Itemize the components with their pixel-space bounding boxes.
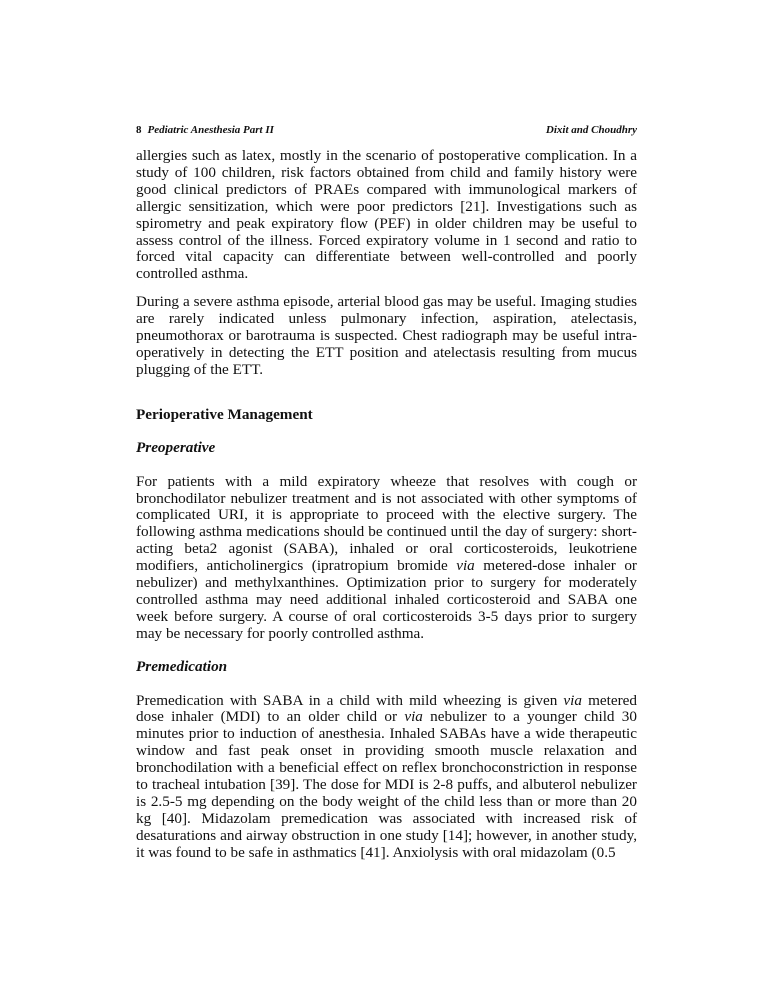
paragraph-severe-asthma: During a severe asthma episode, arterial blood gas may be useful. Imaging studies are rarely indicated unless pulmonary infection, aspiration, atelectasis, pneumothorax or barotrauma is suspected. Chest radiograph may be useful intra-operatively in detecting the ETT position and atelectasis resulting from mucus plugging of the ETT. — [136, 293, 637, 378]
italic-via: via — [404, 708, 423, 726]
body-text — [136, 148, 637, 862]
authors: Dixit and Choudhry — [545, 124, 637, 136]
italic-via: via — [456, 557, 475, 575]
text-segment: metered-dose inhaler or nebulizer) and methylxanthines. Optimization prior to surgery for moderately controlled asthma may need additional inhaled corticosteroid and SABA one week before surgery. A course of oral corticosteroids 3-5 days prior to surgery may be necessary for poorly controlled asthma. — [136, 557, 637, 642]
text-segment: nebulizer to a younger child 30 minutes prior to induction of anesthesia. Inhaled SABAs have a wide therapeutic window and fast peak onset in providing smooth muscle relaxation and bronchodilation with a beneficial effect on reflex bronchoconstriction in response to tracheal intubation [39]. The dose for MDI is 2-8 puffs, and albuterol nebulizer is 2.5-5 mg depending on the body weight of the child less than or more than 20 kg [40]. Midazolam premedication was associated with increased risk of desaturations and airway obstruction in one study [14]; however, in another study, it was found to be safe in asthmatics [41]. Anxiolysis with oral midazolam (0.5 — [136, 708, 637, 861]
book-title: Pediatric Anesthesia Part II — [147, 124, 274, 136]
section-heading: Perioperative Management — [136, 405, 313, 423]
running-header — [136, 124, 637, 136]
header-left — [136, 124, 274, 136]
italic-via: via — [563, 691, 582, 709]
paragraph-premedication — [136, 693, 637, 862]
subheading-preoperative: Preoperative — [136, 438, 216, 456]
subheading-premedication: Premedication — [136, 657, 228, 675]
paragraph-preoperative — [136, 474, 637, 643]
paragraph-investigations: allergies such as latex, mostly in the scenario of postoperative complication. In a study of 100 children, risk factors obtained from child and family history were good clinical predictors of PRAEs compared with immunological markers of allergic sensitization, which were poor predictors [21]. Investigations such as spirometry and peak expiratory flow (PEF) in older children may be useful to assess control of the illness. Forced expiratory volume in 1 second and ratio to forced vital capacity can differentiate between well-controlled and poorly controlled asthma. — [136, 147, 637, 283]
page-number: 8 — [136, 124, 142, 136]
text-segment: Premedication with SABA in a child with mild wheezing is given — [136, 691, 564, 709]
text-segment: For patients with a mild expiratory wheeze that resolves with cough or bronchodilator nebulizer treatment and is not associated with other symptoms of complicated URI, it is appropriate to proceed with the elective surgery. The following asthma medications should be continued until the day of surgery: short-acting beta2 agonist (SABA), inhaled or oral corticosteroids, leukotriene modifiers, anticholinergics (ipratropium bromide — [136, 472, 637, 575]
text-segment: metered dose inhaler (MDI) to an older child or — [136, 691, 637, 726]
